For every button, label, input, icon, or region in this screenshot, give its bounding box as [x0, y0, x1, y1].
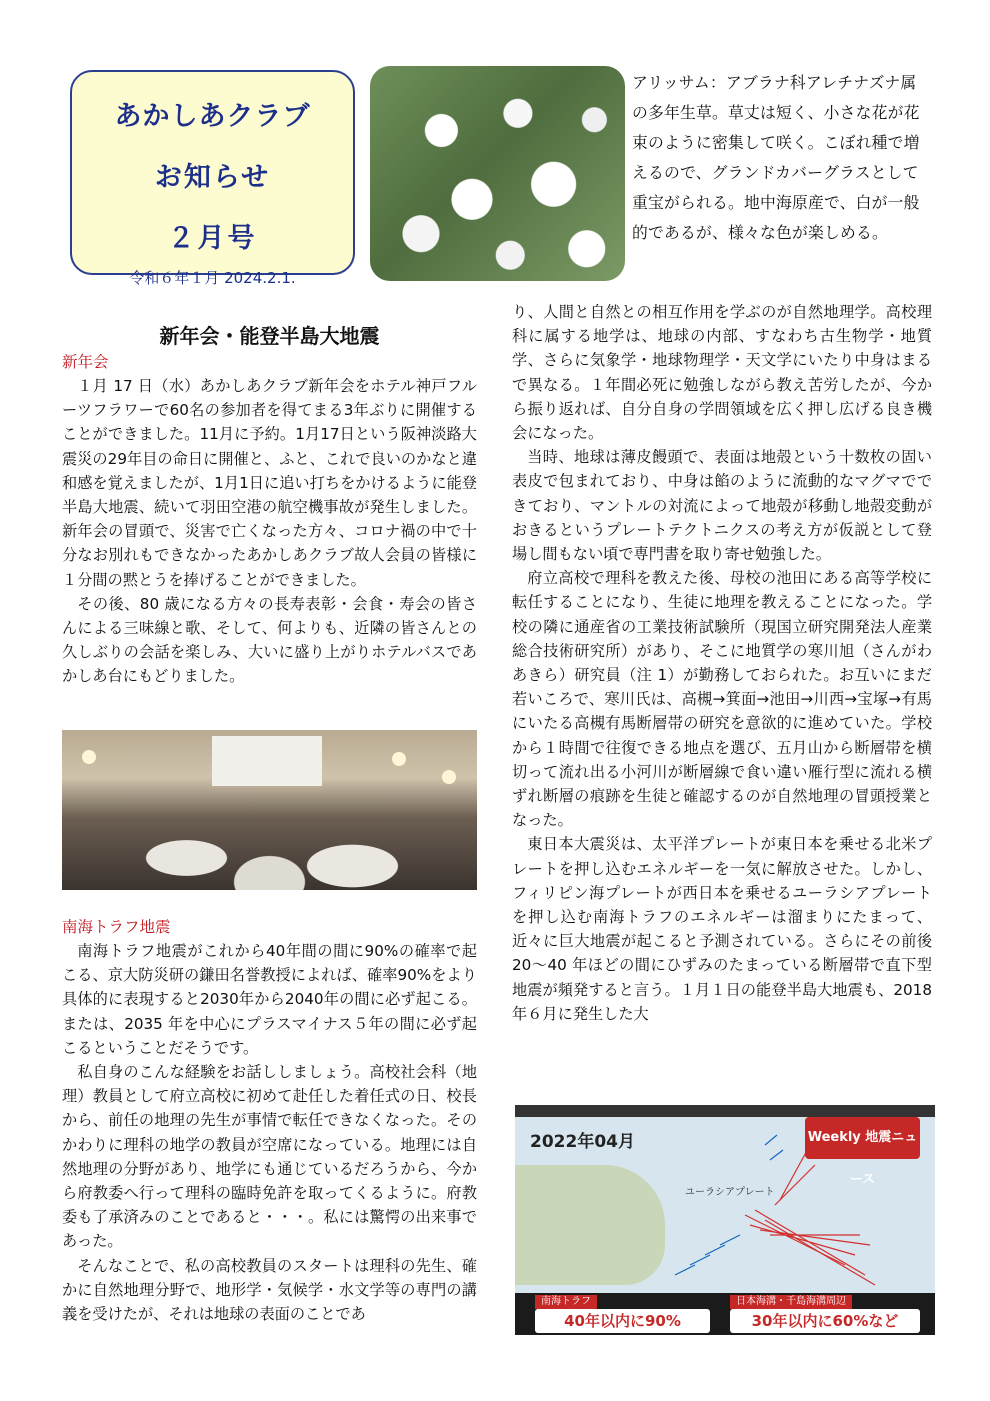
right-column [512, 300, 932, 1026]
flower-caption: アリッサム：アブラナ科アレチナズナ属の多年生草。草丈は短く、小さな花が花束のように密集して咲く。こぼれ種で増えるので、グランドカバーグラスとして重宝がられる。地中海原産で、白が一般的であるが、様々な色が楽しめる。 [632, 73, 920, 242]
japan-trench-probability: 30年以内に60%など [730, 1309, 920, 1333]
paragraph: その後、80 歳になる方々の長寿表彰・会食・寿会の皆さんによる三味線と歌、そして、何よりも、近隣の皆さんとの久しぶりの会話を楽しみ、大いに盛り上がりホテルバスであかしあ台にもどりました。 [62, 594, 477, 686]
alyssum-flower-photo [370, 66, 625, 281]
projector-screen [212, 736, 322, 786]
party-photo [62, 730, 477, 890]
japan-trench-tag: 日本海溝・千島海溝周辺 [730, 1295, 852, 1309]
paragraph: 東日本大震災は、太平洋プレートが東日本を乗せる北米プレートを押し込むエネルギーを一気に解放させた。しかし、フィリピン海プレートが西日本を乗せるユーラシアプレートを押し込む南海トラフのエネルギーは溜まりにたまって、近々に巨大地震が起こると予測されている。さらにその前後 20～40 年ほどの間にひずみのたまっている断層帯で直下型地震が頻発すると言う。１月１日の能登半島大地震も、2018 年６月に発生した大 [512, 835, 932, 1023]
news-badge: Weekly 地震ニュース [805, 1117, 920, 1159]
club-name: あかしあクラブ [114, 101, 311, 132]
paragraph: 私自身のこんな経験をお話ししましょう。高校社会科（地理）教員として府立高校に初めて赴任した着任式の日、校長から、前任の地理の先生が事情で転任できなくなった。そのかわりに理科の地学の教員が空席になっている。地理には自然地理の分野があり、地学にも通じているだろうから、今から府教委へ行って理科の臨時免許を取ってくるように。府教委も了承済みのことであると・・・。私には驚愕の出来事であった。 [62, 1063, 477, 1251]
chandelier-light [82, 750, 96, 764]
paragraph: 府立高校で理科を教えた後、母校の池田にある高等学校に転任することになり、生徒に地理を教えることになった。学校の隣に通産省の工業技術試験所（現国立研究開発法人産業総合技術研究所）があり、そこに地質学の寒川旭（さんがわ あきら）研究員（注 1）が勤務しておられた。お互いにまだ若いころで、寒川氏は、高槻→箕面→池田→川西→宝塚→有馬にいたる高槻有馬断層帯の研究を意欲的に進めていた。学校から１時間で往復できる地点を選び、五月山から断層帯を横切って流れ出る小河川が断層線で食い違い雁行型に流れる横ずれ断層の痕跡を生徒と確認するのが自然地理の冒頭授業となった。 [512, 569, 932, 830]
paragraph: そんなことで、私の高校教員のスタートは理科の先生、確かに自然地理分野で、地形学・気候学・水文学等の専門の講義を受けたが、それは地球の表面のことであ [62, 1256, 477, 1324]
paragraph: １月 17 日（水）あかしあクラブ新年会をホテル神戸フルーツフラワーで60名の参加者を得てまる3年ぶりに開催することができました。11月に予約。1月17日という阪神淡路大震災の29年目の命日に開催と、ふと、これで良いのかなと違和感を覚えましたが、1月1日に追い打ちをかけるように能登半島大地震、続いて羽田空港の航空機事故が発生しました。新年会の冒頭で、災害で亡くなった方々、コロナ禍の中で十分なお別れもできなかったあかしあクラブ故人会員の皆様に１分間の黙とうを捧げることができました。 [62, 377, 477, 589]
title-box [70, 70, 355, 287]
paragraph: り、人間と自然との相互作用を学ぶのが自然地理学。高校理科に属する地学は、地球の内部、すなわち古生物学・地質学、さらに気象学・地球物理学・天文学にいたり中身はまるで異なる。１年間必死に勉強しながら教え苦労したが、今から振り返れば、自分自身の学問領域を広く押し広げる良き機会になった。 [512, 303, 932, 443]
article-headline: 新年会・能登半島大地震 [159, 324, 380, 348]
map-date-label: 2022年04月 [530, 1132, 635, 1152]
paragraph: 南海トラフ地震がこれから40年間の間に90%の確率で起こる、京大防災研の鎌田名誉教授によれば、確率90%をより具体的に表現すると2030年から2040年の間に必ず起こる。または、2035 年を中心にプラスマイナス５年の間に必ず起こるということだそうです。 [62, 942, 477, 1057]
paragraph: 当時、地球は薄皮饅頭で、表面は地殻という十数枚の固い表皮で包まれており、中身は餡のように流動的なマグマでできており、マントルの対流によって地殻が移動し地殻変動がおきるというプレートテクトニクスの考え方が仮説として登場し間もない頃で専門書を取り寄せ勉強した。 [512, 448, 932, 564]
left-column [62, 350, 477, 689]
section-heading-nankai: 南海トラフ地震 [62, 918, 171, 936]
nankai-probability: 40年以内に90% [535, 1309, 710, 1333]
nankai-tag: 南海トラフ [535, 1295, 597, 1309]
eurasia-plate-label: ユーラシアプレート [685, 1187, 775, 1198]
left-column-lower [62, 915, 477, 1326]
issue-date: 令和６年１月 2024.2.1. [129, 269, 296, 287]
issue-title: ２月号 [167, 223, 258, 254]
section-heading-new-year: 新年会 [62, 353, 109, 371]
chandelier-light [392, 752, 406, 766]
notice-title: お知らせ [154, 162, 271, 193]
earthquake-map-image [515, 1105, 935, 1335]
chandelier-light [442, 770, 456, 784]
